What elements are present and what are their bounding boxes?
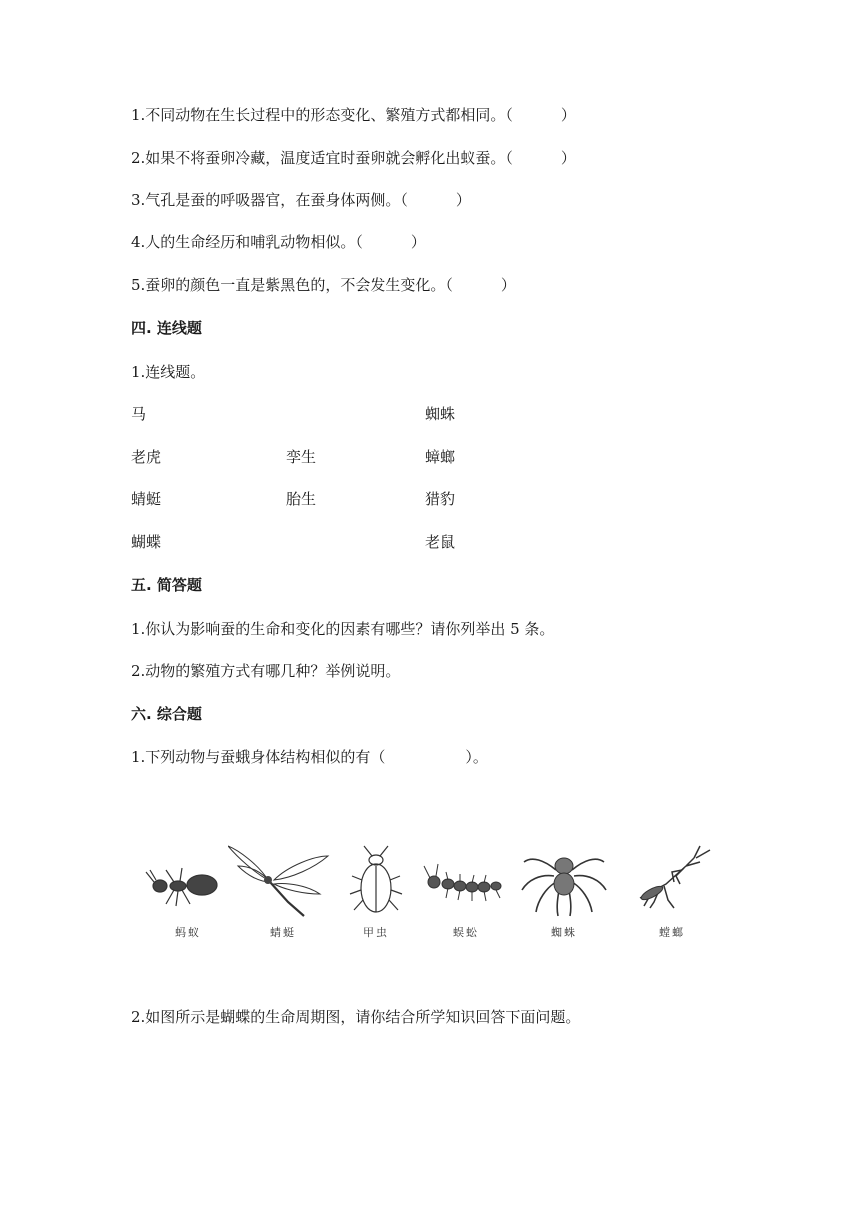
judgement-question-3: 3.气孔是蚕的呼吸器官，在蚕身体两侧。（ ） — [131, 191, 471, 209]
section-6-heading: 六. 综合题 — [131, 705, 202, 723]
judgement-question-2: 2.如果不将蚕卵冷藏，温度适宜时蚕卵就会孵化出蚁蚕。（ ） — [131, 149, 576, 167]
matching-right-item: 蜘蛛 — [425, 405, 456, 423]
matching-middle-item: 胎生 — [286, 490, 317, 508]
matching-right-item: 猎豹 — [425, 490, 456, 508]
insect-label: 蜈蚣 — [453, 926, 479, 939]
insect-figure — [140, 836, 720, 956]
insect-spider — [514, 836, 614, 956]
dragonfly-icon — [228, 836, 338, 922]
insect-dragonfly — [228, 836, 338, 956]
matching-left-item: 老虎 — [131, 448, 162, 466]
mantis-icon — [624, 836, 720, 922]
judgement-question-1: 1.不同动物在生长过程中的形态变化、繁殖方式都相同。（ ） — [131, 106, 576, 124]
matching-right-item: 老鼠 — [425, 533, 456, 551]
matching-right-item: 蟑螂 — [425, 448, 456, 466]
short-answer-question-2: 2.动物的繁殖方式有哪几种？举例说明。 — [131, 662, 401, 680]
insect-ant — [140, 836, 236, 956]
insect-label: 甲虫 — [363, 926, 389, 939]
insect-label: 螳螂 — [659, 926, 685, 939]
section-4-heading: 四. 连线题 — [131, 319, 202, 337]
judgement-question-5: 5.蚕卵的颜色一直是紫黑色的，不会发生变化。（ ） — [131, 276, 516, 294]
beetle-icon — [336, 836, 416, 922]
ant-icon — [140, 836, 236, 922]
insect-label: 蜘蛛 — [551, 926, 577, 939]
matching-question: 1.连线题。 — [131, 363, 206, 381]
insect-label: 蜻蜓 — [270, 926, 296, 939]
insect-label: 蚂蚁 — [175, 926, 201, 939]
comprehensive-question-2: 2.如图所示是蝴蝶的生命周期图，请你结合所学知识回答下面问题。 — [131, 1008, 581, 1026]
matching-left-item: 蜻蜓 — [131, 490, 162, 508]
matching-middle-item: 孪生 — [286, 448, 317, 466]
insect-mantis — [624, 836, 720, 956]
matching-left-item: 蝴蝶 — [131, 533, 162, 551]
comprehensive-question-1: 1.下列动物与蚕蛾身体结构相似的有（ ）。 — [131, 748, 488, 766]
judgement-question-4: 4.人的生命经历和哺乳动物相似。（ ） — [131, 233, 426, 251]
short-answer-question-1: 1.你认为影响蚕的生命和变化的因素有哪些？请你列举出 5 条。 — [131, 620, 555, 638]
insect-beetle — [336, 836, 416, 956]
section-5-heading: 五. 简答题 — [131, 576, 202, 594]
insect-centipede — [416, 836, 516, 956]
centipede-icon — [416, 836, 516, 922]
spider-icon — [514, 836, 614, 922]
matching-left-item: 马 — [131, 405, 147, 423]
